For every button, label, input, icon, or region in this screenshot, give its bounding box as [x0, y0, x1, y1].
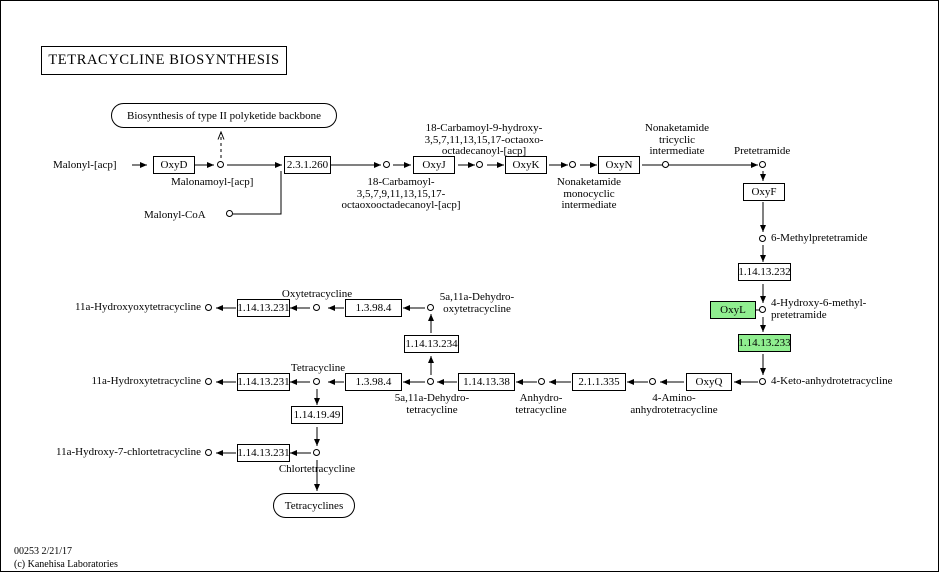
enzyme-2-3-1-260[interactable]: 2.3.1.260 [284, 156, 331, 174]
compound-label-4-hydroxy-6-methylpretetramide [771, 298, 866, 321]
compound-label-6-methylpretetramide: 6-Methylpretetramide [771, 232, 868, 244]
enzyme-1-14-13-232[interactable]: 1.14.13.232 [738, 263, 791, 281]
compound-node-4-hydroxy-6-methylpretetramide[interactable] [759, 306, 766, 313]
compound-node-nonaketamide-tricyclic[interactable] [662, 161, 669, 168]
compound-label-line-1: 5a,11a-Dehydro- [439, 291, 515, 303]
compound-label-line-1: 5a,11a-Dehydro- [394, 392, 470, 404]
compound-label-malonamoyl-acp: Malonamoyl-[acp] [171, 176, 254, 188]
compound-label-5a-11a-dehydrooxytetracycline [421, 292, 533, 315]
compound-label-line-2: monocyclic [563, 187, 615, 200]
compound-label-chlortetracycline: Chlortetracycline [278, 463, 356, 475]
enzyme-1-3-98-4-tetracycline[interactable]: 1.3.98.4 [345, 373, 402, 391]
compound-label-5a-11a-dehydrotetracycline [376, 393, 488, 416]
compound-label-line-3: intermediate [649, 145, 705, 157]
compound-node-11a-hydroxyoxytetracycline[interactable] [205, 304, 212, 311]
enzyme-2-1-1-335[interactable]: 2.1.1.335 [572, 373, 626, 391]
compound-label-line-1: 4-Hydroxy-6-methyl- [771, 297, 867, 309]
enzyme-1-14-13-231-oxytetracycline[interactable]: 1.14.13.231 [237, 299, 290, 317]
compound-label-line-2: anhydrotetracycline [630, 403, 718, 416]
enzyme-oxyk[interactable]: OxyK [505, 156, 547, 174]
compound-node-5a-11a-dehydrotetracycline[interactable] [427, 378, 434, 385]
enzyme-1-14-13-231-chlortetracycline[interactable]: 1.14.13.231 [237, 444, 290, 462]
compound-node-4-amino-anhydrotetracycline[interactable] [649, 378, 656, 385]
compound-label-line-1: Anhydro- [519, 392, 563, 404]
compound-label-line-1: Nonaketamide [556, 176, 622, 188]
enzyme-1-14-13-233[interactable]: 1.14.13.233 [738, 334, 791, 352]
pathway-link-polyketide-backbone[interactable]: Biosynthesis of type II polyketide backbone [111, 103, 337, 128]
compound-label-nonaketamide-tricyclic [623, 123, 731, 158]
enzyme-oxyj[interactable]: OxyJ [413, 156, 455, 174]
footer-map-id: 00253 2/21/17 [14, 546, 73, 557]
compound-label-4-keto-anhydrotetracycline: 4-Keto-anhydrotetracycline [771, 375, 893, 387]
compound-label-line-2: 3,5,7,11,13,15,17-octaoxo- [424, 133, 544, 146]
compound-label-line-2: oxytetracycline [443, 302, 511, 315]
compound-node-18-carbamoyl-octaoxo[interactable] [383, 161, 390, 168]
enzyme-oxyq[interactable]: OxyQ [686, 373, 732, 391]
compound-node-anhydrotetracycline[interactable] [538, 378, 545, 385]
compound-label-pretetramide: Pretetramide [734, 145, 791, 157]
compound-label-line-1: 18-Carbamoyl- [367, 176, 435, 188]
compound-label-line-3: octadecanoyl-[acp] [441, 145, 527, 157]
pathway-link-tetracyclines[interactable]: Tetracyclines [273, 493, 355, 518]
compound-label-tetracycline: Tetracycline [290, 362, 346, 374]
compound-label-malonyl-coa: Malonyl-CoA [144, 209, 206, 221]
enzyme-1-14-13-38[interactable]: 1.14.13.38 [458, 373, 515, 391]
compound-label-4-amino-anhydrotetracycline [613, 393, 735, 416]
compound-label-anhydrotetracycline [506, 393, 576, 416]
compound-label-malonyl-acp: Malonyl-[acp] [53, 159, 117, 171]
compound-node-nonaketamide-monocyclic[interactable] [569, 161, 576, 168]
compound-label-11a-hydroxyoxytetracycline: 11a-Hydroxyoxytetracycline [74, 301, 201, 313]
pathway-connectors [1, 1, 939, 572]
compound-label-oxytetracycline: Oxytetracycline [281, 288, 353, 300]
enzyme-oxyn[interactable]: OxyN [598, 156, 640, 174]
compound-label-18-carbamoyl-hydroxy [413, 123, 555, 158]
compound-label-line-1: Nonaketamide [644, 122, 710, 134]
compound-node-malonyl-coa[interactable] [226, 210, 233, 217]
compound-label-line-2: 3,5,7,9,11,13,15,17- [356, 187, 446, 200]
compound-node-18-carbamoyl-hydroxy[interactable] [476, 161, 483, 168]
compound-label-11a-hydroxytetracycline: 11a-Hydroxytetracycline [91, 375, 201, 387]
compound-node-oxytetracycline[interactable] [313, 304, 320, 311]
compound-node-4-keto-anhydrotetracycline[interactable] [759, 378, 766, 385]
compound-node-pretetramide[interactable] [759, 161, 766, 168]
enzyme-oxyl[interactable]: OxyL [710, 301, 756, 319]
compound-node-11a-hydroxy-7-chlortetracycline[interactable] [205, 449, 212, 456]
compound-label-line-3: intermediate [561, 199, 617, 211]
compound-label-line-2: tetracycline [515, 403, 567, 416]
compound-label-nonaketamide-monocyclic [534, 177, 644, 212]
compound-node-6-methylpretetramide[interactable] [759, 235, 766, 242]
compound-label-11a-hydroxy-7-chlortetracycline: 11a-Hydroxy-7-chlortetracycline [56, 446, 201, 458]
compound-label-line-2: tetracycline [406, 403, 458, 416]
compound-label-line-3: octaoxooctadecanoyl-[acp] [341, 199, 461, 211]
compound-label-18-carbamoyl-octaoxo [331, 177, 471, 212]
compound-label-line-2: pretetramide [771, 308, 827, 321]
compound-node-11a-hydroxytetracycline[interactable] [205, 378, 212, 385]
enzyme-1-14-19-49[interactable]: 1.14.19.49 [291, 406, 343, 424]
compound-node-malonamoyl-acp[interactable] [217, 161, 224, 168]
compound-node-tetracycline[interactable] [313, 378, 320, 385]
compound-label-line-1: 18-Carbamoyl-9-hydroxy- [425, 122, 543, 134]
enzyme-1-14-13-234[interactable]: 1.14.13.234 [404, 335, 459, 353]
compound-node-chlortetracycline[interactable] [313, 449, 320, 456]
enzyme-1-3-98-4-oxytetracycline[interactable]: 1.3.98.4 [345, 299, 402, 317]
page-title: TETRACYCLINE BIOSYNTHESIS [41, 46, 287, 75]
enzyme-oxyf[interactable]: OxyF [743, 183, 785, 201]
enzyme-oxyd[interactable]: OxyD [153, 156, 195, 174]
compound-label-line-1: 4-Amino- [652, 392, 696, 404]
compound-label-line-2: tricyclic [658, 133, 696, 146]
footer-copyright: (c) Kanehisa Laboratories [14, 559, 118, 570]
enzyme-1-14-13-231-tetracycline[interactable]: 1.14.13.231 [237, 373, 290, 391]
